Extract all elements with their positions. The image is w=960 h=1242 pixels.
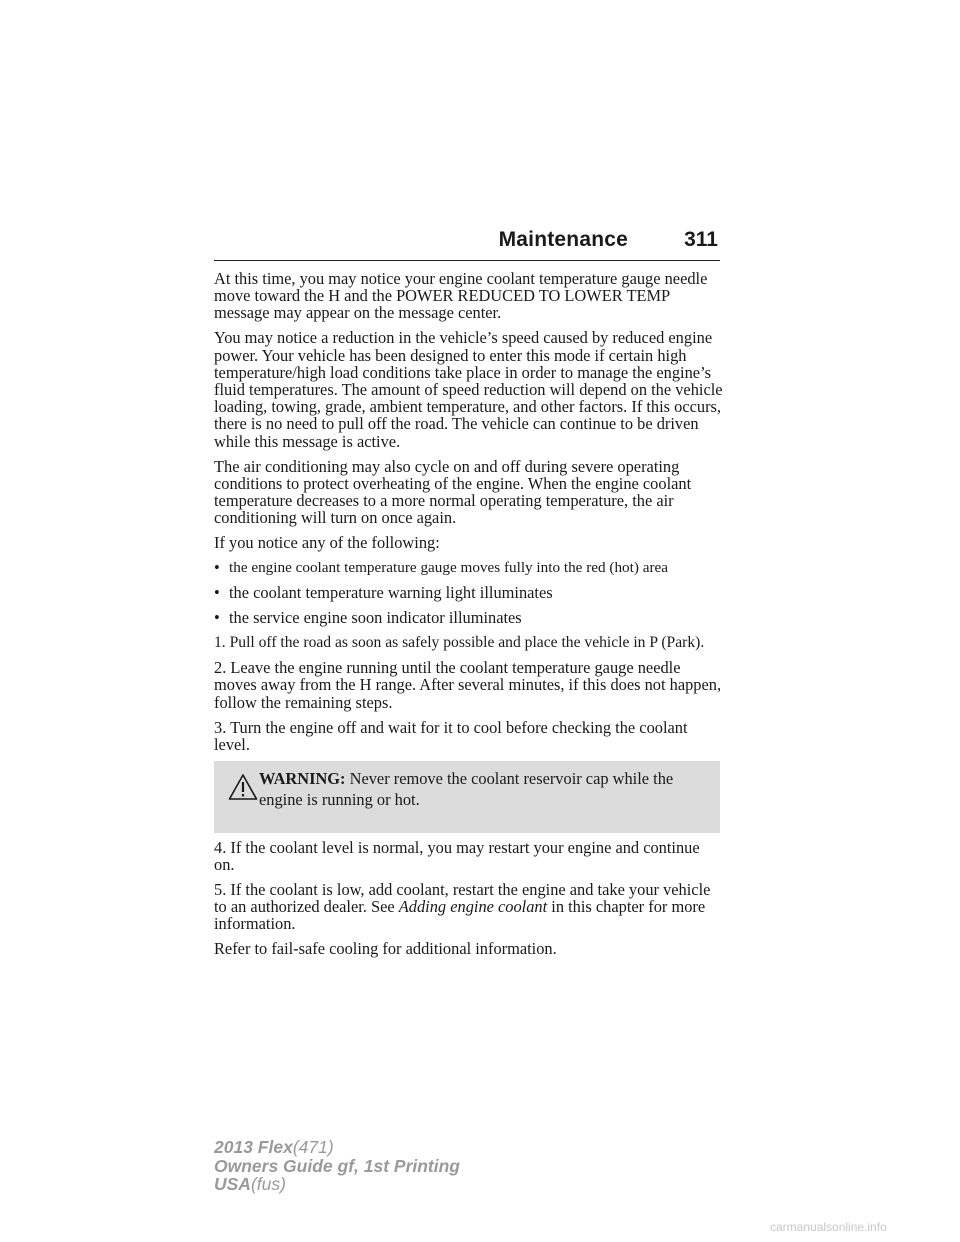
bullet-icon: • — [214, 583, 220, 603]
bullet-item — [214, 584, 724, 601]
bullet-text: the service engine soon indicator illuminates — [229, 608, 522, 628]
warning-label: WARNING: — [259, 768, 346, 788]
adding-engine-coolant-reference: Adding engine coolant — [398, 897, 548, 917]
step-5 — [214, 881, 724, 933]
step-3: 3. Turn the engine off and wait for it to cool before checking the coolant level. — [214, 717, 688, 754]
paragraph-air-conditioning: The air conditioning may also cycle on and off during severe operating conditions to protect overheating of the engine. When the engine coolant temperature decreases to a more normal operating temperature, the air conditioning will turn on once again. — [214, 456, 692, 528]
page-number: 311 — [684, 228, 718, 251]
page-content — [214, 270, 724, 965]
step-1: 1. Pull off the road as soon as safely possible and place the vehicle in P (Park). — [214, 634, 705, 652]
footer-guide: Owners Guide gf, 1st Printing — [214, 1155, 460, 1176]
warning-box — [214, 761, 720, 833]
bullet-item — [214, 609, 724, 626]
bullet-item — [214, 559, 724, 576]
warning-text — [259, 768, 699, 810]
footer-line-region — [214, 1175, 460, 1194]
bullet-text: the engine coolant temperature gauge moves fully into the red (hot) area — [229, 559, 668, 577]
footer-line-model — [214, 1138, 460, 1157]
section-title: Maintenance — [498, 228, 628, 251]
warning-triangle-icon — [228, 773, 258, 801]
paragraph-notice: If you notice any of the following: — [214, 533, 440, 553]
bullet-icon: • — [214, 608, 220, 628]
bullet-text: the coolant temperature warning light illuminates — [229, 583, 553, 603]
step-4: 4. If the coolant level is normal, you may restart your engine and continue on. — [214, 837, 700, 875]
page-header — [214, 226, 720, 261]
footer-region: USA — [214, 1174, 251, 1194]
footer-line-guide — [214, 1157, 460, 1176]
warning-message: Never remove the coolant reservoir cap while the engine is running or hot. — [259, 768, 674, 809]
page-footer — [214, 1138, 460, 1194]
step-2: 2. Leave the engine running until the coolant temperature gauge needle moves away from the H range. After several minutes, if this does not happen, follow the remaining steps. — [214, 658, 722, 712]
bullet-icon: • — [214, 558, 220, 578]
closing-note: Refer to fail-safe cooling for additional information. — [214, 939, 557, 959]
paragraph-speed-reduction: You may notice a reduction in the vehicle’s speed caused by reduced engine power. Your vehicle has been designed to enter this mode if certain high temperature/high load conditions take place in order to manage the engine’s fluid temperatures. The amount of speed reduction will depend on the vehicle loading, towing, grade, ambient temperature, and other factors. If this occurs, there is no need to pull off the road. The vehicle can continue to be driven while this message is active. — [214, 328, 723, 451]
step-5-text: 5. If the coolant is low, add coolant, restart the engine and take your vehicle to an authorized dealer. See — [214, 880, 711, 917]
paragraph-intro: At this time, you may notice your engine coolant temperature gauge needle move toward the H and the POWER REDUCED TO LOWER TEMP message may appear on the message center. — [214, 269, 708, 323]
footer-model-code: (471) — [292, 1137, 334, 1157]
step-5-text-end: in this chapter for more information. — [214, 897, 706, 934]
footer-region-code: (fus) — [250, 1174, 286, 1194]
watermark: carmanualsonline.info — [770, 1220, 887, 1234]
footer-model: 2013 Flex — [214, 1137, 293, 1157]
